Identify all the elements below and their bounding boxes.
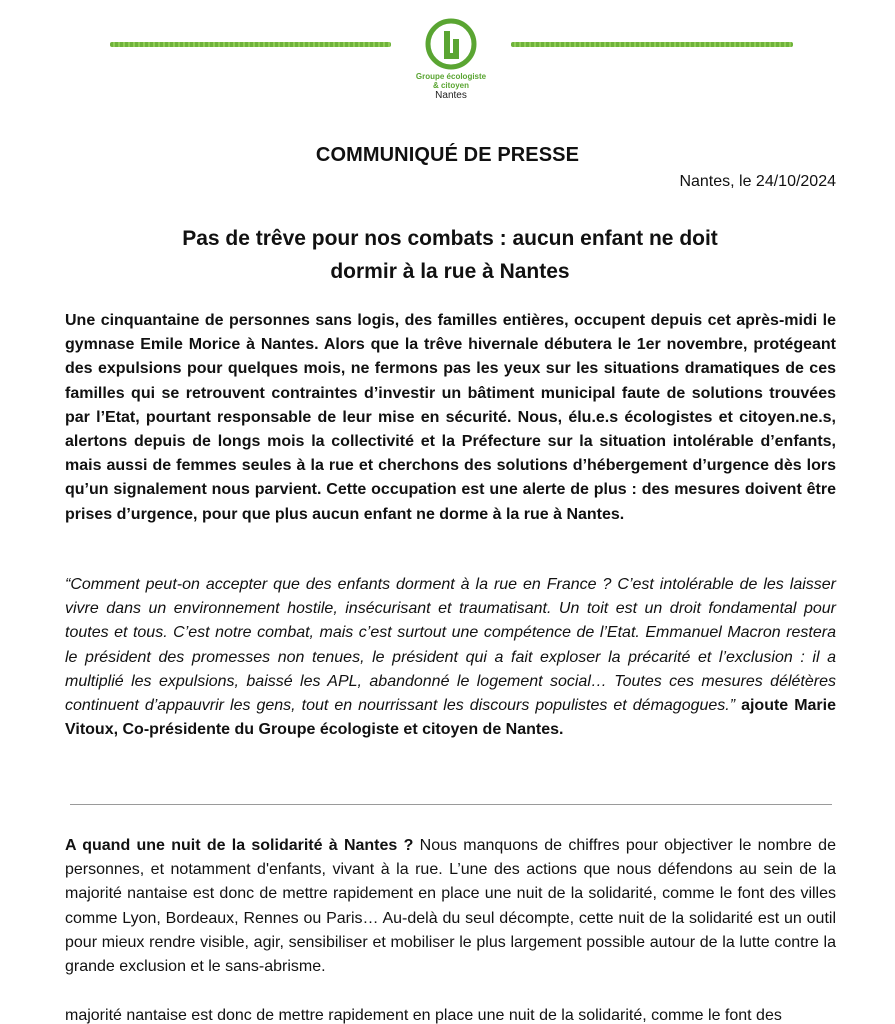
logo-text-line2: & citoyen [432, 81, 469, 90]
solidarity-night-heading: A quand une nuit de la solidarité à Nantes ? [65, 837, 414, 854]
logo-text-line1: Groupe écologiste [415, 72, 487, 81]
headline-line-2: dormir à la rue à Nantes [330, 260, 570, 283]
paragraph-solidarity-night [65, 834, 836, 979]
cutoff-line: majorité nantaise est donc de mettre rapidement en place une nuit de la solidarité, comme le font des [65, 1007, 782, 1024]
paragraph-intro: Une cinquantaine de personnes sans logis, des familles entières, occupent depuis cet après-midi le gymnase Emile Morice à Nantes. Alors que la trêve hivernale débutera le 1er novembre, protégeant des expulsions pour quelques mois, ne fermons pas les yeux sur les situations dramatiques de ces familles qui se retrouvent contraintes d’investir un bâtiment municipal faute de solutions trouvées par l’Etat, pourtant responsable de leur mise en sécurité. Nous, élu.e.s écologistes et citoyen.ne.s, alertons depuis de longs mois la collectivité et la Préfecture sur la situation intolérable d’enfants, mais aussi de femmes seules à la rue et cherchons des solutions d’hébergement d’urgence dès lors qu’un signalement nous parvient. Cette occupation est une alerte de plus : des mesures doivent être prises d’urgence, pour que plus aucun enfant ne dorme à la rue à Nantes. [65, 312, 836, 523]
solidarity-night-text: Nous manquons de chiffres pour objectiver le nombre de personnes, et notamment d'enfants, vivant à la rue. L’une des actions que nous défendons au sein de la majorité nantaise est donc de mettre rapidement en place une nuit de la solidarité, comme le font des villes comme Lyon, Bordeaux, Rennes ou Paris… Au-delà du seul décompte, cette nuit de la solidarité est un outil pour mieux rendre visible, agir, sensibiliser et mobiliser le plus largement possible autour de la lutte contre la grande exclusion et le sans-abrisme. [65, 837, 836, 976]
letterhead-rule-right [511, 42, 793, 47]
quote-text: “Comment peut-on accepter que des enfants dorment à la rue en France ? C’est intolérable de les laisser vivre dans un environnement hostile, insécurisant et traumatisant. Un toit est un droit fondamental pour toutes et tous. C’est notre combat, mais c’est surtout une compétence de l’Etat. Emmanuel Macron restera le président des promesses non tenues, le président qui a fait exploser la précarité et l’exclusion : il a multiplié les expulsions, baissé les APL, abandonné le logement social… Toutes ces mesures délétères continuent d’appauvrir les gens, tout en nourrissant les discours populistes et démagogues.” [65, 576, 836, 715]
page-cutoff-text [65, 1007, 836, 1024]
paragraph-quote [65, 573, 836, 742]
quote-attribution: ajoute Marie Vitoux, Co-présidente du Groupe écologiste et citoyen de Nantes. [65, 697, 837, 739]
press-release-title: COMMUNIQUÉ DE PRESSE [315, 144, 580, 166]
headline-line-1: Pas de trêve pour nos combats : aucun enfant ne doit [182, 227, 718, 250]
date-line: Nantes, le 24/10/2024 [679, 173, 836, 190]
logo-city: Nantes [435, 90, 467, 101]
headline [60, 222, 840, 288]
logo-emblem-icon [425, 18, 477, 70]
section-divider [70, 804, 832, 805]
letterhead-rule-left [110, 42, 391, 47]
letterhead [0, 18, 895, 108]
group-logo [395, 18, 507, 102]
